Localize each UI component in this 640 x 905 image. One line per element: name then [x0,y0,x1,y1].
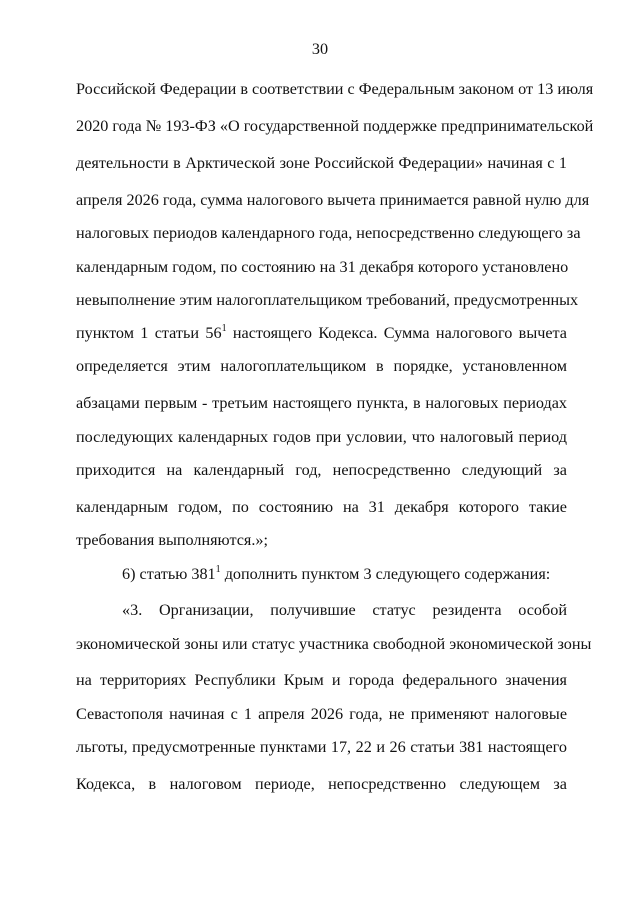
page-number: 30 [311,40,329,58]
text-line: льготы, предусмотренные пунктами 17, 22 и 26 статьи 381 настоящего [76,738,567,756]
text-line [122,564,567,584]
text-line: требования выполняются.»; [76,531,268,549]
text-line: Российской Федерации в соответствии с Федеральным законом от 13 июля [76,80,594,98]
text-segment: пунктом 1 статьи 56 [76,324,222,342]
superscript: 1 [215,563,221,575]
text-line: апреля 2026 года, сумма налогового вычета принимается равной нулю для [76,191,590,209]
text-line: календарным годом, по состоянию на 31 декабря которого установлено [76,258,569,276]
text-line: налоговых периодов календарного года, непосредственно следующего за [76,224,581,242]
text-line: экономической зоны или статус участника свободной экономической зоны [76,635,592,653]
text-line: последующих календарных годов при условии, что налоговый период [76,428,567,446]
text-line: «3. Организации, получившие статус резидента особой [122,601,567,619]
text-line: Севастополя начиная с 1 апреля 2026 года, не применяют налоговые [76,705,567,723]
text-segment: 6) статью 381 [122,565,216,583]
text-segment: дополнить пунктом 3 следующего содержания: [220,565,551,583]
text-segment: настоящего Кодекса. Сумма налогового вычета [226,324,567,342]
text-line: календарным годом, по состоянию на 31 декабря которого такие [76,498,567,516]
text-line: невыполнение этим налогоплательщиком требований, предусмотренных [76,291,579,309]
superscript: 1 [221,322,227,334]
text-line [76,323,567,343]
text-line: приходится на календарный год, непосредственно следующий за [76,461,567,479]
text-line: абзацами первым - третьим настоящего пункта, в налоговых периодах [76,394,567,412]
text-line: деятельности в Арктической зоне Российской Федерации» начиная с 1 [76,154,567,172]
text-line: 2020 года № 193-ФЗ «О государственной поддержке предпринимательской [76,117,594,135]
text-line: определяется этим налогоплательщиком в порядке, установленном [76,357,567,375]
text-line: Кодекса, в налоговом периоде, непосредственно следующем за [76,775,567,793]
text-line: на территориях Республики Крым и города федерального значения [76,671,567,689]
